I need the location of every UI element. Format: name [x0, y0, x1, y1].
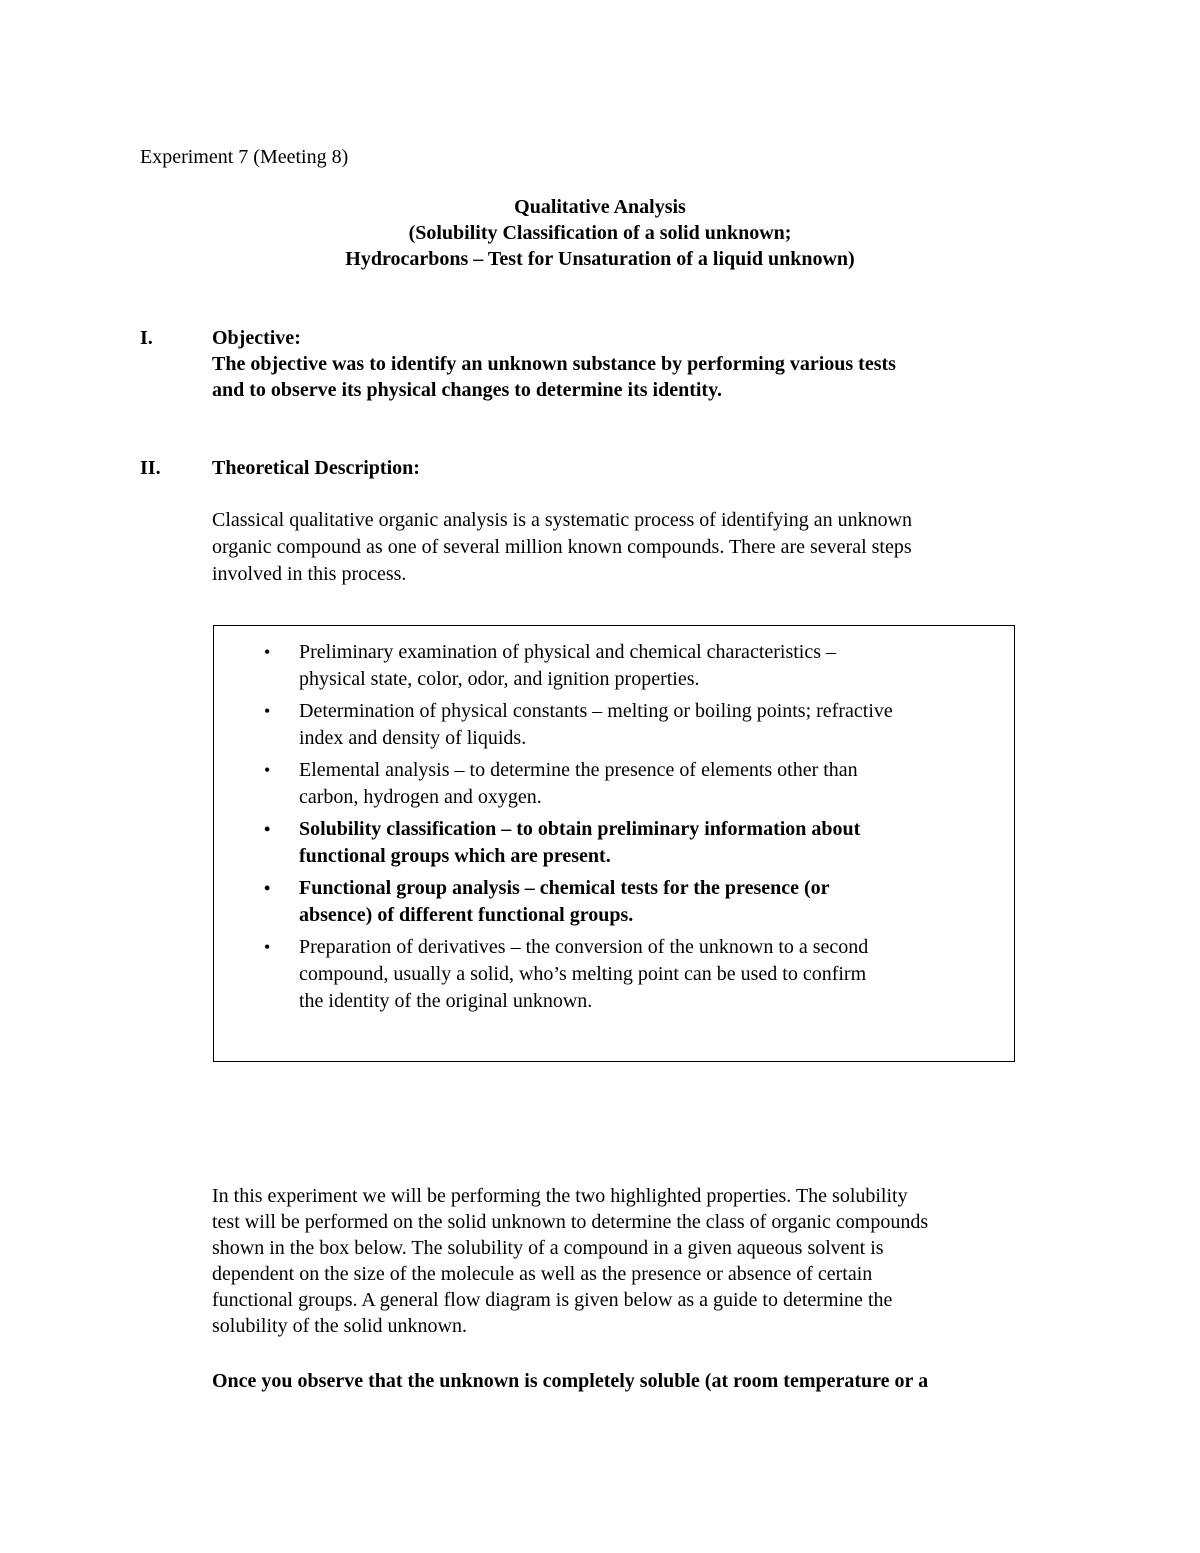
- theory-line: Classical qualitative organic analysis is a systematic process of identifying an unknown: [212, 509, 913, 531]
- paragraph-line: In this experiment we will be performing the two highlighted properties. The solubility: [212, 1185, 908, 1207]
- bullet-icon: •: [264, 701, 271, 721]
- title-line-1: Qualitative Analysis: [514, 196, 686, 218]
- objective-section-number: I.: [140, 327, 153, 349]
- bullet-icon: •: [264, 642, 271, 662]
- objective-line: and to observe its physical changes to determine its identity.: [212, 379, 722, 401]
- step-line: Preparation of derivatives – the conversion of the unknown to a second: [299, 936, 869, 958]
- list-item: [264, 816, 984, 870]
- list-item: [264, 639, 984, 693]
- step-line: Preliminary examination of physical and chemical characteristics –: [299, 641, 837, 663]
- document-title: [200, 194, 1000, 272]
- list-item: [264, 934, 984, 1015]
- objective-line: The objective was to identify an unknown substance by performing various tests: [212, 353, 896, 375]
- step-line: Determination of physical constants – melting or boiling points; refractive: [299, 700, 893, 722]
- list-item: [264, 875, 984, 929]
- analysis-steps-box: [213, 625, 1015, 1062]
- objective-text: [212, 351, 1092, 403]
- step-line: physical state, color, odor, and ignition properties.: [299, 668, 700, 690]
- theory-section-number: II.: [140, 457, 161, 479]
- paragraph-line: solubility of the solid unknown.: [212, 1315, 467, 1337]
- step-line: Elemental analysis – to determine the presence of elements other than: [299, 759, 858, 781]
- step-line: Solubility classification – to obtain preliminary information about: [299, 818, 861, 840]
- paragraph-line: Once you observe that the unknown is completely soluble (at room temperature or a: [212, 1370, 929, 1392]
- step-line: carbon, hydrogen and oxygen.: [299, 786, 542, 808]
- step-line: compound, usually a solid, who’s melting point can be used to confirm: [299, 963, 867, 985]
- paragraph-line: shown in the box below. The solubility of a compound in a given aqueous solvent is: [212, 1237, 884, 1259]
- bullet-icon: •: [264, 760, 271, 780]
- experiment-heading: Experiment 7 (Meeting 8): [140, 146, 349, 168]
- step-line: the identity of the original unknown.: [299, 990, 593, 1012]
- objective-heading: Objective:: [212, 327, 301, 349]
- step-line: Functional group analysis – chemical tests for the presence (or: [299, 877, 830, 899]
- step-line: index and density of liquids.: [299, 727, 527, 749]
- step-line: absence) of different functional groups.: [299, 904, 634, 926]
- bullet-icon: •: [264, 878, 271, 898]
- title-line-3: Hydrocarbons – Test for Unsaturation of a liquid unknown): [345, 248, 855, 270]
- analysis-steps-list: [264, 639, 984, 1020]
- theory-line: involved in this process.: [212, 563, 407, 585]
- theory-line: organic compound as one of several million known compounds. There are several steps: [212, 536, 912, 558]
- bullet-icon: •: [264, 819, 271, 839]
- closing-paragraph: [212, 1368, 1112, 1395]
- list-item: [264, 698, 984, 752]
- list-item: [264, 757, 984, 811]
- step-line: functional groups which are present.: [299, 845, 611, 867]
- title-line-2: (Solubility Classification of a solid unknown;: [408, 222, 792, 244]
- experiment-paragraph: [212, 1183, 1092, 1339]
- theory-heading: Theoretical Description:: [212, 457, 420, 479]
- theory-text: [212, 507, 1072, 588]
- paragraph-line: functional groups. A general flow diagram is given below as a guide to determine the: [212, 1289, 893, 1311]
- paragraph-line: test will be performed on the solid unknown to determine the class of organic compounds: [212, 1211, 929, 1233]
- bullet-icon: •: [264, 937, 271, 957]
- paragraph-line: dependent on the size of the molecule as well as the presence or absence of certain: [212, 1263, 873, 1285]
